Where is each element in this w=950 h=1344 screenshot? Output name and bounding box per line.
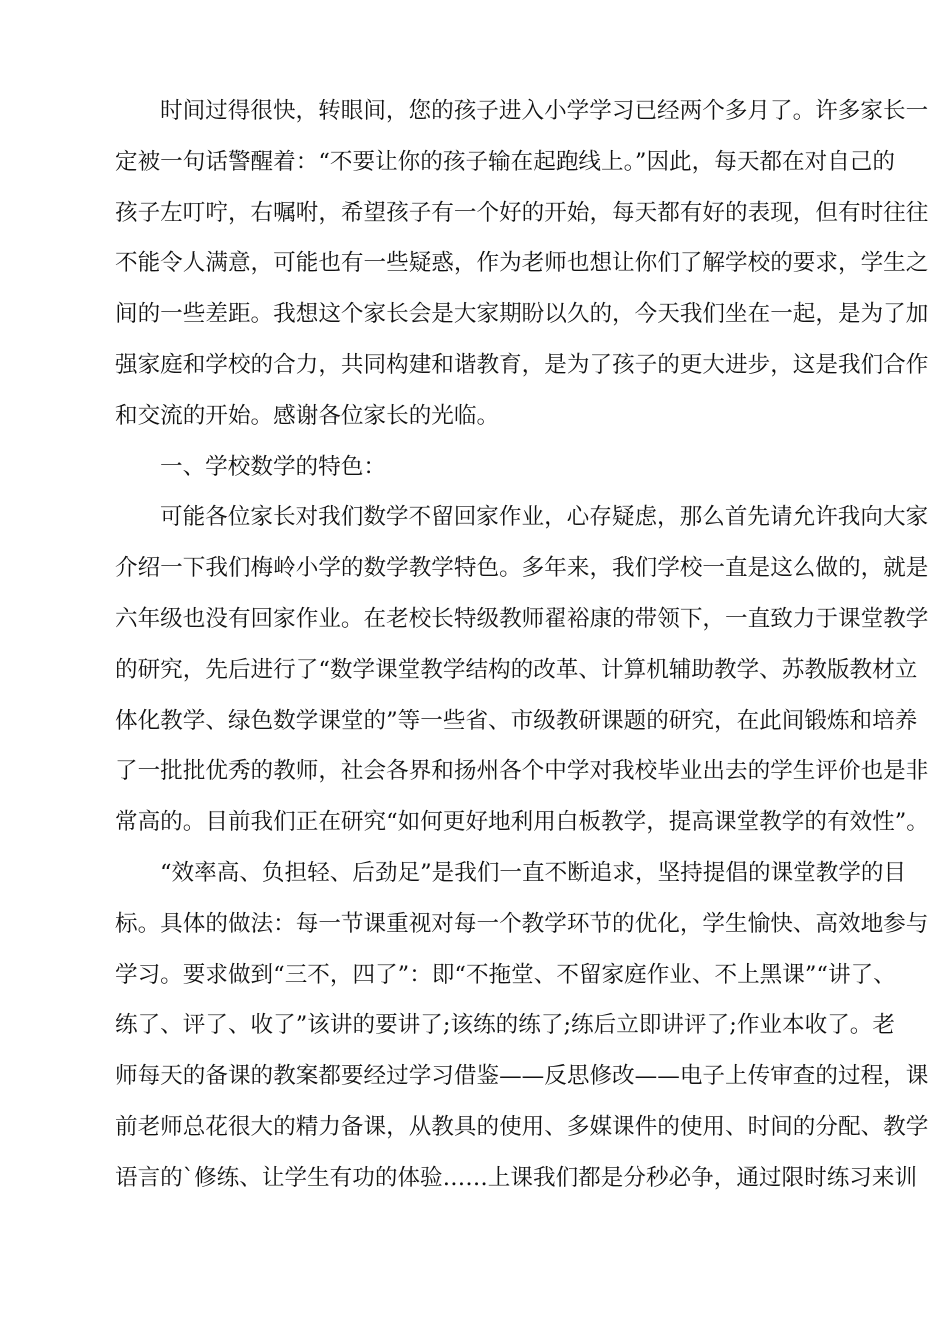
text-line: 六年级也没有回家作业。在老校长特级教师翟裕康的带领下，一直致力于课堂教学: [115, 605, 929, 632]
text-line: 学习。要求做到“三不，四了”：即“不拖堂、不留家庭作业、不上黑课”“讲了、: [115, 961, 896, 988]
text-line: 强家庭和学校的合力，共同构建和谐教育，是为了孩子的更大进步，这是我们合作: [115, 351, 929, 378]
intro-paragraph: [70, 86, 929, 442]
text-line: 孩子左叮咛，右嘱咐，希望孩子有一个好的开始，每天都有好的表现，但有时往往: [115, 199, 929, 226]
text-line: 和交流的开始。感谢各位家长的光临。: [115, 402, 500, 429]
text-line: 体化教学、绿色数学课堂的”等一些省、市级教研课题的研究，在此间锻炼和培养: [115, 707, 918, 734]
text-line: 标。具体的做法：每一节课重视对每一个教学环节的优化，学生愉快、高效地参与: [115, 910, 929, 937]
text-line: 间的一些差距。我想这个家长会是大家期盼以久的，今天我们坐在一起，是为了加: [115, 301, 929, 328]
text-line: 时间过得很快，转眼间，您的孩子进入小学学习已经两个多月了。许多家长一: [160, 98, 929, 124]
section-heading: [70, 442, 882, 493]
text-line: “效率高、负担轻、后劲足”是我们一直不断追求，坚持提倡的课堂教学的目: [160, 859, 907, 886]
text-line: 的研究，先后进行了“数学课堂教学结构的改革、计算机辅助教学、苏教版教材立: [115, 656, 918, 683]
text-line: 可能各位家长对我们数学不留回家作业，心存疑虑，那么首先请允许我向大家: [160, 504, 929, 531]
text-line: 介绍一下我们梅岭小学的数学教学特色。多年来，我们学校一直是这么做的，就是: [115, 555, 929, 582]
heading-line: 一、学校数学的特色：: [160, 453, 386, 480]
text-line: 师每天的备课的教案都要经过学习借鉴——反思修改——电子上传审查的过程，课: [115, 1063, 929, 1090]
text-line: 定被一句话警醒着：“不要让你的孩子输在起跑线上。”因此，每天都在对自己的: [115, 148, 895, 175]
text-line: 不能令人满意，可能也有一些疑惑，作为老师也想让你们了解学校的要求，学生之: [115, 250, 929, 277]
document-page: [70, 86, 929, 1204]
text-line: 前老师总花很大的精力备课，从教具的使用、多媒课件的使用、时间的分配、教学: [115, 1113, 929, 1140]
math-feature-paragraph: [70, 492, 929, 848]
teaching-goal-paragraph: [70, 848, 929, 1204]
text-line: 语言的`修练、让学生有功的体验……上课我们都是分秒必争，通过限时练习来训: [115, 1164, 918, 1191]
text-line: 练了、评了、收了”该讲的要讲了;该练的练了;练后立即讲评了;作业本收了。老: [115, 1012, 895, 1039]
text-line: 常高的。目前我们正在研究“如何更好地利用白板教学，提高课堂教学的有效性”。: [115, 809, 929, 836]
text-line: 了一批批优秀的教师，社会各界和扬州各个中学对我校毕业出去的学生评价也是非: [115, 758, 929, 785]
